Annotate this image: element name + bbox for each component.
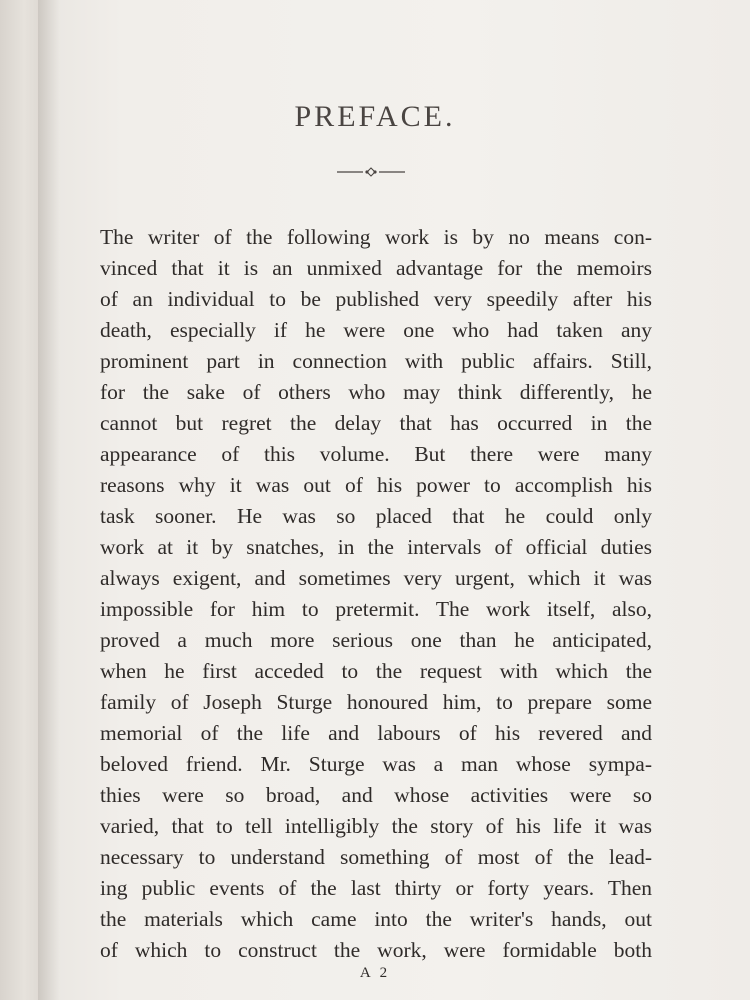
text-line: family of Joseph Sturge honoured him, to prepare some xyxy=(100,690,652,714)
text-line: vinced that it is an unmixed advantage for the memoirs xyxy=(100,256,652,280)
text-line: beloved friend. Mr. Sturge was a man whose sympa- xyxy=(100,752,652,776)
text-line: The writer of the following work is by no means con- xyxy=(100,225,652,249)
gutter-shadow xyxy=(38,0,60,1000)
text-line: when he first acceded to the request with which the xyxy=(100,659,652,683)
text-line: necessary to understand something of most of the lead- xyxy=(100,845,652,869)
text-line: always exigent, and sometimes very urgent, which it was xyxy=(100,566,652,590)
text-line: varied, that to tell intelligibly the story of his life it was xyxy=(100,814,652,838)
text-line: proved a much more serious one than he anticipated, xyxy=(100,628,652,652)
body-text xyxy=(100,222,652,966)
text-line: of an individual to be published very speedily after his xyxy=(100,287,652,311)
ornament-divider-icon xyxy=(335,165,407,179)
text-line: task sooner. He was so placed that he could only xyxy=(100,504,652,528)
text-line: reasons why it was out of his power to accomplish his xyxy=(100,473,652,497)
text-line: of which to construct the work, were formidable both xyxy=(100,938,652,962)
text-line: prominent part in connection with public affairs. Still, xyxy=(100,349,652,373)
text-line: work at it by snatches, in the intervals of official duties xyxy=(100,535,652,559)
text-line: for the sake of others who may think differently, he xyxy=(100,380,652,404)
text-line: the materials which came into the writer's hands, out xyxy=(100,907,652,931)
page-title: PREFACE. xyxy=(294,100,456,133)
text-line: death, especially if he were one who had taken any xyxy=(100,318,652,342)
text-line: cannot but regret the delay that has occurred in the xyxy=(100,411,652,435)
text-line: appearance of this volume. But there were many xyxy=(100,442,652,466)
signature-mark: A 2 xyxy=(359,965,391,981)
text-line: impossible for him to pretermit. The work itself, also, xyxy=(100,597,652,621)
text-line: thies were so broad, and whose activities were so xyxy=(100,783,652,807)
text-line: ing public events of the last thirty or forty years. Then xyxy=(100,876,652,900)
text-line: memorial of the life and labours of his revered and xyxy=(100,721,652,745)
